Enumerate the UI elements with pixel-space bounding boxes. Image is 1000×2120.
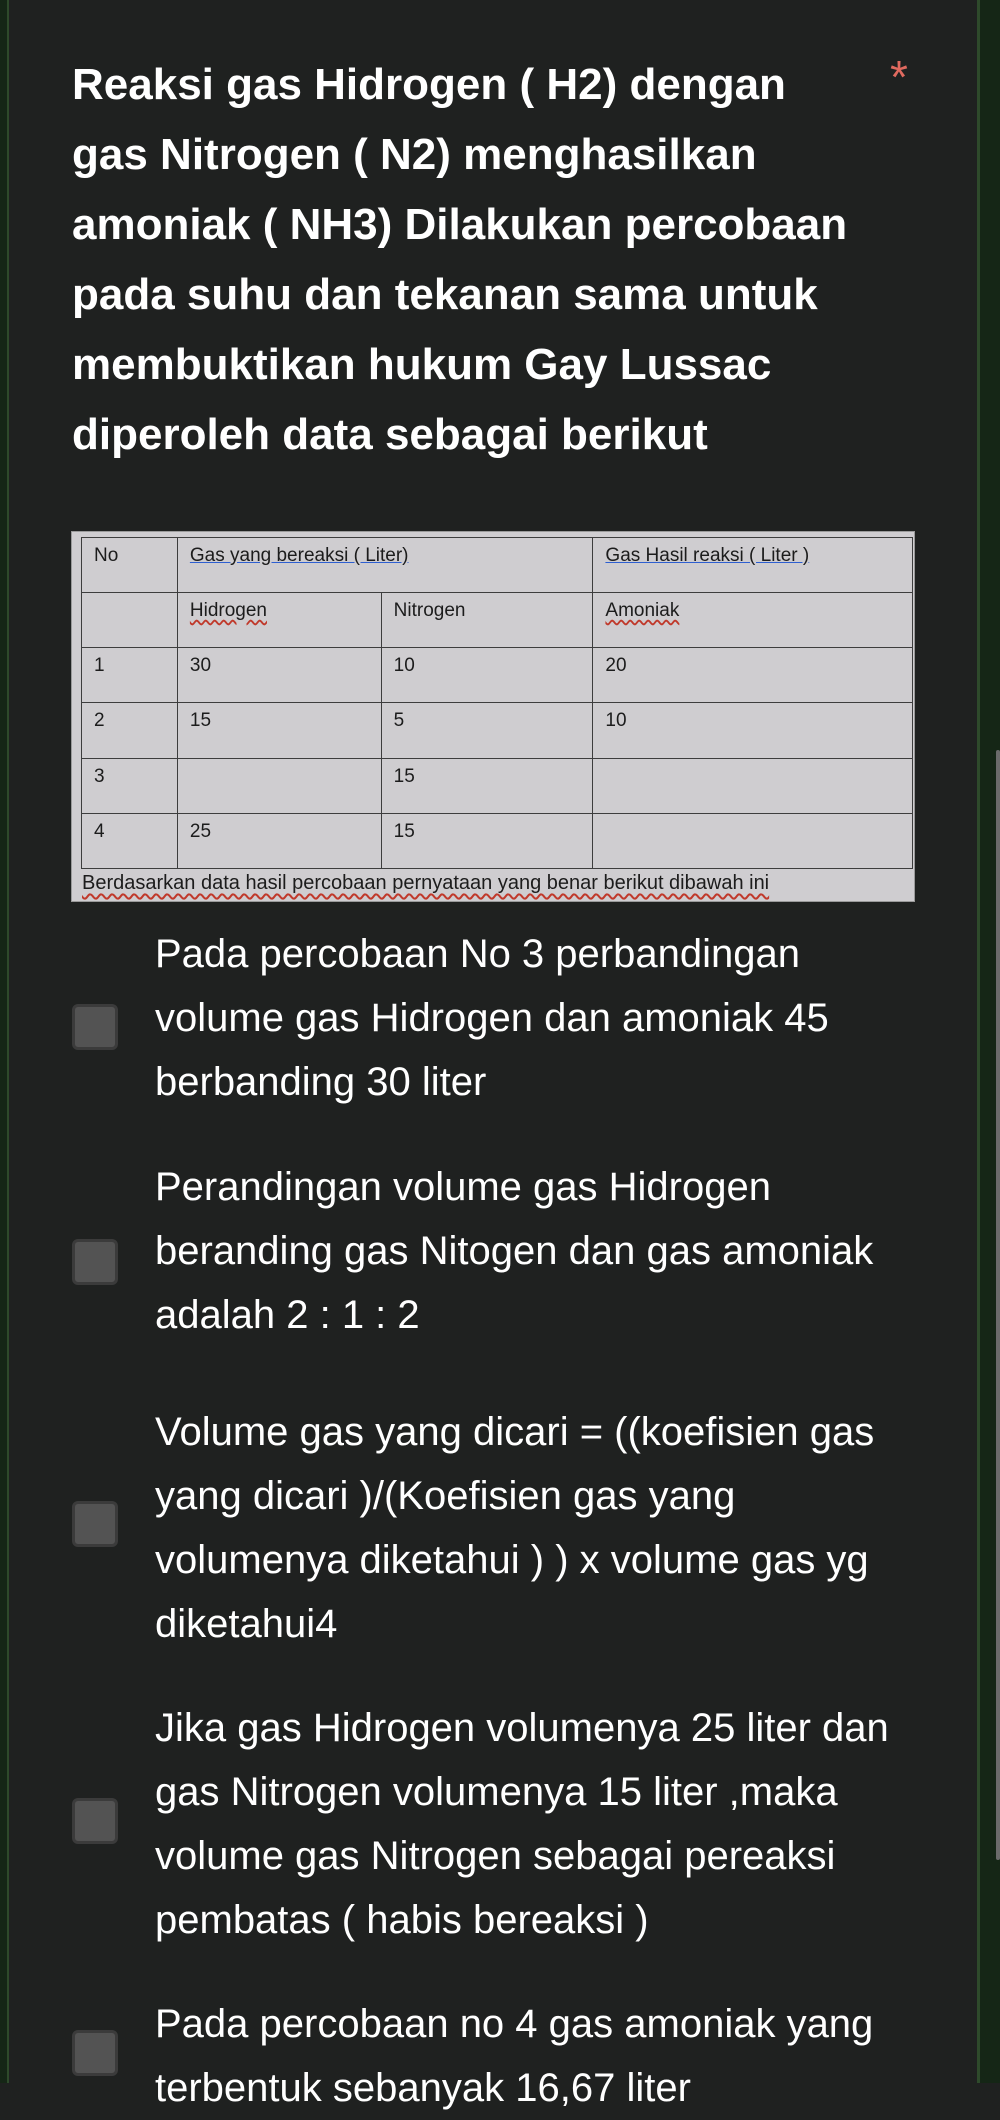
- table-row: [82, 703, 913, 758]
- option-label[interactable]: Volume gas yang dicari = ((koefisien gas yang dicari )/(Koefisien gas yang volumenya diketahui ) ) x volume gas yg diketahui4: [155, 1410, 875, 1646]
- table-cell-no: 3: [82, 758, 178, 813]
- option-label[interactable]: Jika gas Hidrogen volumenya 25 liter dan gas Nitrogen volumenya 15 liter ,maka volume gas Nitrogen sebagai pereaksi pembatas ( habis bereaksi ): [155, 1706, 889, 1942]
- option-label[interactable]: Perandingan volume gas Hidrogen beranding gas Nitogen dan gas amoniak adalah 2 : 1 : 2: [155, 1165, 874, 1337]
- table-cell-nitrogen: 15: [381, 758, 593, 813]
- table-cell-hidrogen: 25: [177, 813, 381, 868]
- table-header-product: Gas Hasil reaksi ( Liter ): [593, 538, 913, 593]
- table-row: [82, 813, 913, 868]
- table-caption: Berdasarkan data hasil percobaan pernyataan yang benar berikut dibawah ini: [82, 872, 770, 894]
- table-cell-no: 1: [82, 648, 178, 703]
- question-title: Reaksi gas Hidrogen ( H2) dengan gas Nitrogen ( N2) menghasilkan amoniak ( NH3) Dilakukan percobaan pada suhu dan tekanan sama untuk membuktikan hukum Gay Lussac diperoleh data sebagai berikut: [72, 60, 848, 459]
- table-cell-amoniak: [593, 813, 913, 868]
- option-label[interactable]: Pada percobaan no 4 gas amoniak yang terbentuk sebanyak 16,67 liter: [155, 2002, 874, 2110]
- data-table: [81, 537, 913, 869]
- table-cell-hidrogen: [177, 758, 381, 813]
- table-row: [82, 758, 913, 813]
- table-row: [82, 648, 913, 703]
- required-asterisk: *: [890, 51, 908, 103]
- table-cell-no: 4: [82, 813, 178, 868]
- table-cell: [82, 593, 178, 648]
- table-header-hidrogen: Hidrogen: [177, 593, 381, 648]
- table-header-amoniak: Amoniak: [593, 593, 913, 648]
- checkbox[interactable]: [72, 2030, 118, 2076]
- table-header-nitrogen: Nitrogen: [381, 593, 593, 648]
- table-cell-no: 2: [82, 703, 178, 758]
- checkbox[interactable]: [72, 1798, 118, 1844]
- table-subheader-row: [82, 593, 913, 648]
- scrollbar[interactable]: [996, 750, 1000, 1860]
- table-header-row: [82, 538, 913, 593]
- left-edge: [0, 0, 9, 2083]
- table-header-reacting: Gas yang bereaksi ( Liter): [177, 538, 593, 593]
- option-label[interactable]: Pada percobaan No 3 perbandingan volume gas Hidrogen dan amoniak 45 berbanding 30 liter: [155, 932, 829, 1104]
- table-cell-amoniak: 10: [593, 703, 913, 758]
- checkbox[interactable]: [72, 1501, 118, 1547]
- table-header-no: No: [82, 538, 178, 593]
- table-cell-nitrogen: 15: [381, 813, 593, 868]
- table-cell-hidrogen: 30: [177, 648, 381, 703]
- checkbox[interactable]: [72, 1239, 118, 1285]
- table-cell-amoniak: 20: [593, 648, 913, 703]
- table-cell-nitrogen: 5: [381, 703, 593, 758]
- table-cell-hidrogen: 15: [177, 703, 381, 758]
- question-image: [71, 531, 915, 902]
- checkbox[interactable]: [72, 1004, 118, 1050]
- table-cell-nitrogen: 10: [381, 648, 593, 703]
- table-cell-amoniak: [593, 758, 913, 813]
